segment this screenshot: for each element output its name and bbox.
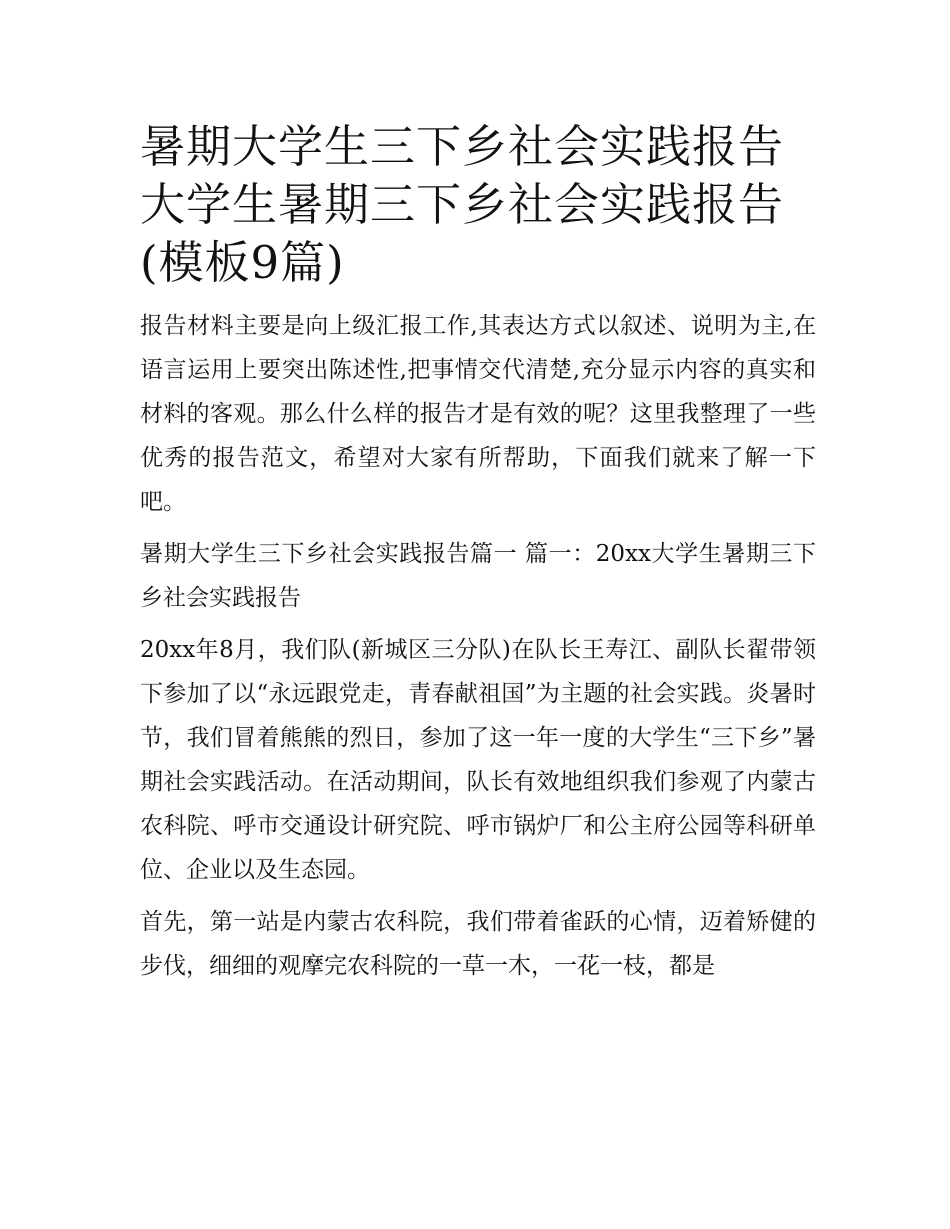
intro-paragraph: 报告材料主要是向上级汇报工作,其表达方式以叙述、说明为主,在语言运用上要突出陈述性,把事情交代清楚,充分显示内容的真实和材料的客观。那么什么样的报告才是有效的呢？这里我整理了一些优秀的报告范文，希望对大家有所帮助，下面我们就来了解一下吧。 [140,313,816,515]
body-paragraph: 首先，第一站是内蒙古农科院，我们带着雀跃的心情，迈着矫健的步伐，细细的观摩完农科院的一草一木，一花一枝，都是 [140,909,816,979]
section-heading-paragraph: 暑期大学生三下乡社会实践报告篇一 篇一：20xx大学生暑期三下乡社会实践报告 [140,541,816,611]
document-title: 暑期大学生三下乡社会实践报告 大学生暑期三下乡社会实践报告(模板9篇) [140,120,785,289]
body-paragraph: 20xx年8月，我们队(新城区三分队)在队长王寿江、副队长翟带领下参加了以“永远跟党走，青春献祖国”为主题的社会实践。炎暑时节，我们冒着熊熊的烈日，参加了这一年一度的大学生“三下乡”暑期社会实践活动。在活动期间，队长有效地组织我们参观了内蒙古农科院、呼市交通设计研究院、呼市锅炉厂和公主府公园等科研单位、企业以及生态园。 [140,637,816,883]
document-body [140,118,816,996]
